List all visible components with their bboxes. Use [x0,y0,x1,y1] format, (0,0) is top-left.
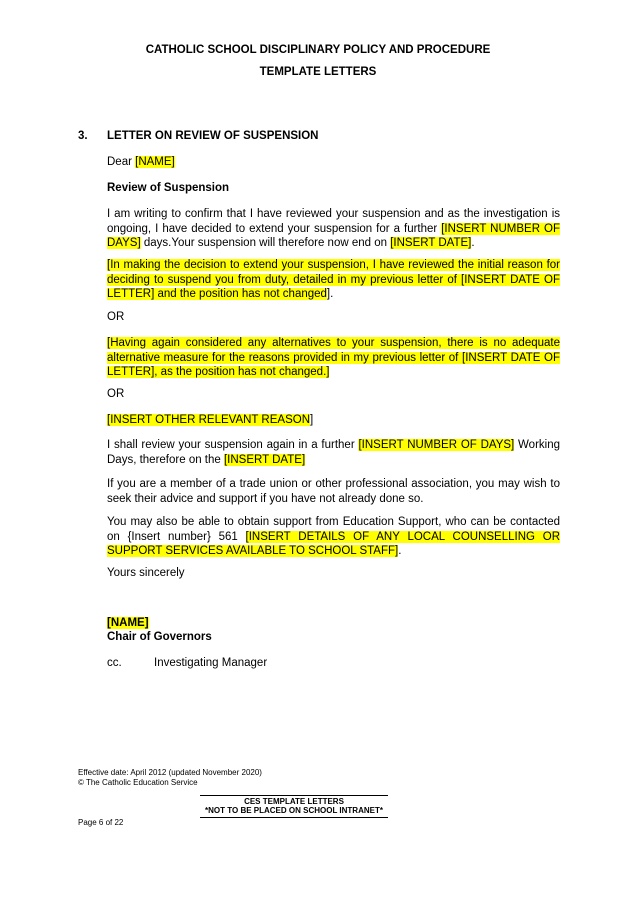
paragraph-alternatives [107,336,560,380]
signature-name [107,616,149,631]
footer-effective-date: Effective date: April 2012 (updated November 2020) [78,768,262,777]
p7-end: . [398,545,402,557]
section-title: LETTER ON REVIEW OF SUSPENSION [107,130,319,142]
salutation [107,155,175,170]
p5-date-placeholder: [INSERT DATE] [223,453,306,466]
paragraph-extension [107,207,560,251]
paragraph-review-again [107,438,560,467]
p1-text-a: I am writing to confirm that I have reviewed your suspension and as the investigation is ongoing, I have decided to extend your suspension for a further [107,208,560,235]
salutation-text: Dear [107,156,136,168]
signature-title: Chair of Governors [107,631,212,643]
p1-text-c: . [471,237,475,249]
paragraph-other-reason [107,413,313,428]
p1-text-b: days.Your suspension will therefore now end on [140,237,391,249]
section-number: 3. [78,130,88,142]
closing: Yours sincerely [107,567,185,579]
p1-date-placeholder: [INSERT DATE] [390,237,472,249]
p4-highlight: [INSERT OTHER RELEVANT REASON [107,414,311,426]
paragraph-trade-union: If you are a member of a trade union or other professional association, you may wish to seek their advice and support if you have not already done so. [107,478,560,505]
p5-days-placeholder: [INSERT NUMBER OF DAYS] [358,439,515,451]
signature-name-placeholder: [NAME] [107,617,149,629]
p7-text-a: You may also be able to obtain support from Education Support, who can be contacted on {Insert number} 561 [107,516,560,543]
p3-highlight: [Having again considered any alternatives to your suspension, there is no adequate alternative measure for the reasons provided in my previous letter of [INSERT DATE OF LETTER], as the position has not changed.] [107,337,560,378]
document-title: CATHOLIC SCHOOL DISCIPLINARY POLICY AND PROCEDURE [145,44,491,56]
footer-box-line-2: *NOT TO BE PLACED ON SCHOOL INTRANET* [205,806,383,815]
document-subtitle: TEMPLATE LETTERS [259,66,377,78]
footer-box-rule-bottom [200,817,388,818]
footer-box-rule-top [200,795,388,796]
p7-highlight: [INSERT DETAILS OF ANY LOCAL COUNSELLING OR SUPPORT SERVICES AVAILABLE TO SCHOOL STAFF] [107,530,560,557]
paragraph-initial-reason [107,258,560,302]
cc-label: cc. [107,657,122,669]
p4-end: ] [310,414,314,426]
cc-recipient: Investigating Manager [154,657,268,669]
footer-box-line-1: CES TEMPLATE LETTERS [244,797,344,806]
footer-copyright: © The Catholic Education Service [78,778,198,787]
or-separator-2: OR [107,388,125,400]
p5-text-a: I shall review your suspension again in a further [107,439,359,451]
p2-end: ]. [326,288,334,300]
or-separator-1: OR [107,311,125,323]
name-placeholder: [NAME] [135,156,175,168]
letter-subject: Review of Suspension [107,182,230,194]
paragraph-education-support [107,515,560,559]
p5-text-b: Working Days, therefore on the [107,439,560,466]
p1-days-placeholder: [INSERT NUMBER OF DAYS] [107,222,560,249]
p2-highlight: [In making the decision to extend your suspension, I have reviewed the initial reason for deciding to suspend you from duty, detailed in my previous letter of [INSERT DATE OF LETTER] and the position has not changed [107,259,560,300]
footer-page-number: Page 6 of 22 [78,818,124,827]
